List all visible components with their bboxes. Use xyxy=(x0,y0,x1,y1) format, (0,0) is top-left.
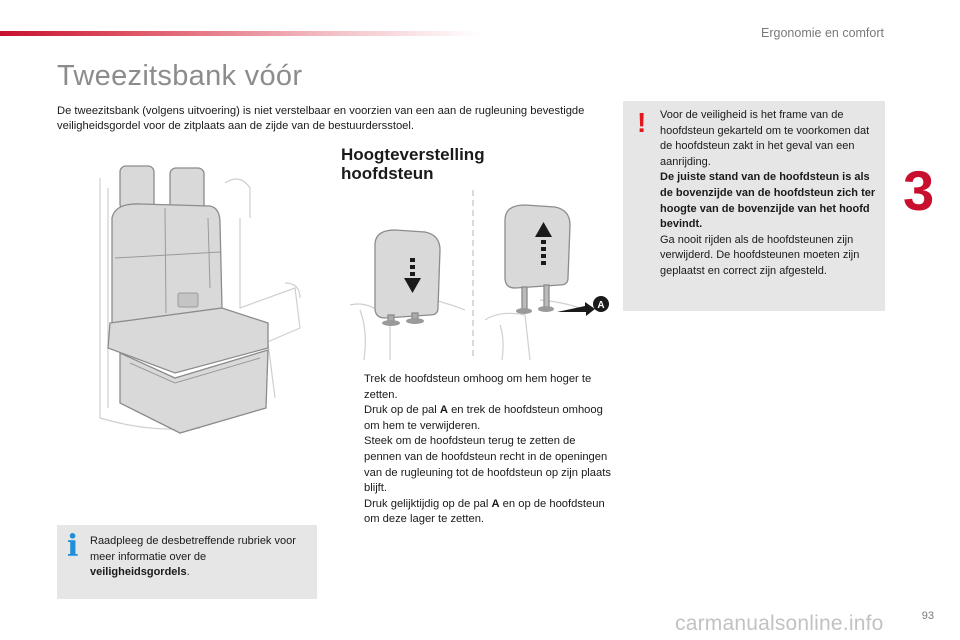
list-item: Druk gelijktijdig op de pal A en op de hoofdsteun om deze lager te zetten. xyxy=(364,497,605,526)
section-title: Ergonomie en comfort xyxy=(761,26,884,40)
head-restraint-illustration xyxy=(340,190,610,360)
subheading-line-1: Hoogteverstelling xyxy=(341,145,485,164)
info-text: Raadpleeg de desbetreffende rubriek voor meer informatie over de veiligheidsgordels. xyxy=(90,535,296,579)
intro-paragraph: De tweezitsbank (volgens uitvoering) is niet verstelbaar en voorzien van een aan de rugleuning bevestigde veiligheidsgordel voor de zitplaats aan de zijde van de bestuurdersstoel. xyxy=(57,105,585,132)
header-accent-bar xyxy=(0,31,480,36)
chapter-number: 3 xyxy=(903,159,935,222)
info-box xyxy=(57,525,317,599)
list-item: Trek de hoofdsteun omhoog om hem hoger te zetten. xyxy=(364,373,592,401)
page-title: Tweezitsbank vóór xyxy=(57,60,303,92)
warning-icon: ! xyxy=(637,107,647,138)
subheading xyxy=(341,146,571,183)
watermark: carmanualsonline.info xyxy=(675,612,884,635)
info-icon: i xyxy=(67,529,79,564)
warning-box xyxy=(623,101,885,311)
subheading-line-2: hoofdsteun xyxy=(341,163,434,183)
label-a-marker: A xyxy=(597,300,605,311)
bench-seat-illustration xyxy=(90,158,320,438)
instruction-list xyxy=(342,372,612,528)
warning-text: Voor de veiligheid is het frame van de hoofdsteun gekarteld om te voorkomen dat de hoofdsteun zakt in het geval van een aanrijding. De juiste stand van de hoofdsteun is als de bovenzijde van de hoofdsteun zich ter hoogte van de bovenzijde van het hoofd bevindt. Ga nooit rijden als de hoofdsteunen zijn verwijderd. De hoofdsteunen moeten zijn geplaatst en correct zijn afgesteld. xyxy=(660,109,876,277)
list-item: Steek om de hoofdsteun terug te zetten de pennen van de hoofdsteun recht in de openingen van de rugleuning tot de hoofdsteun op zijn plaats blijft. xyxy=(364,435,611,495)
page-number: 93 xyxy=(921,610,934,622)
list-item: Druk op de pal A en trek de hoofdsteun omhoog om hem te verwijderen. xyxy=(364,404,603,432)
